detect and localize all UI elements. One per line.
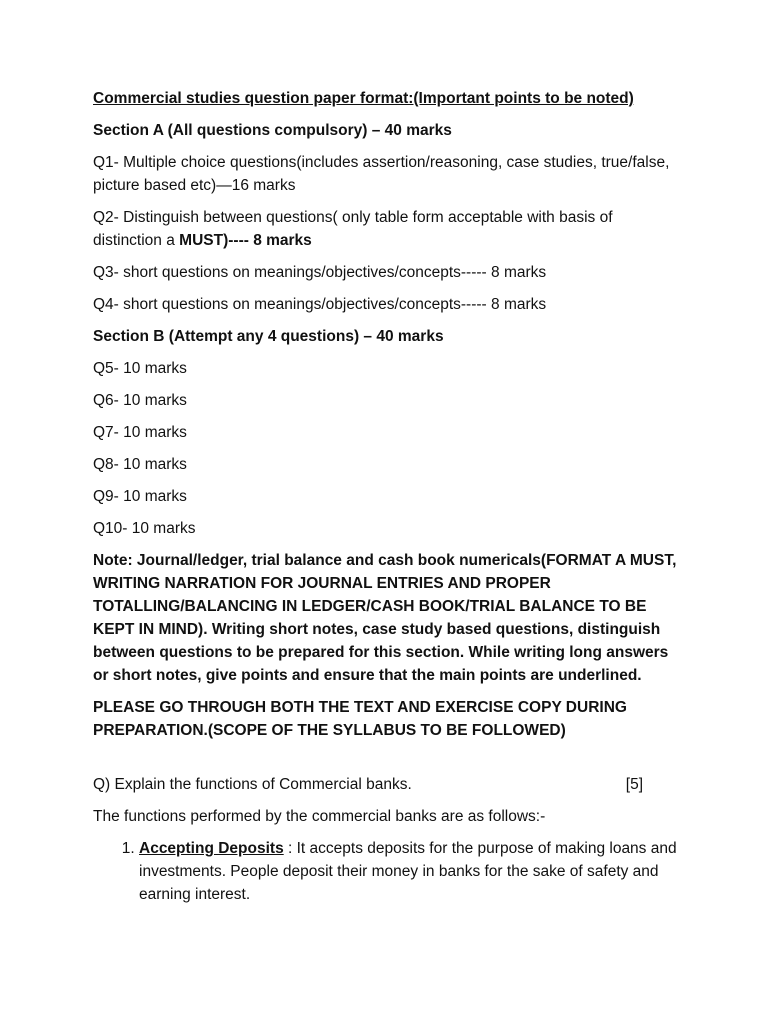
functions-list bbox=[93, 837, 683, 906]
question-2 bbox=[93, 206, 683, 252]
document-body bbox=[93, 87, 683, 906]
section-b-heading: Section B (Attempt any 4 questions) – 40 marks bbox=[93, 328, 444, 345]
sample-question-text: Q) Explain the functions of Commercial banks. bbox=[93, 776, 412, 793]
document-title: Commercial studies question paper format:(Important points to be noted) bbox=[93, 90, 634, 107]
blank-line bbox=[93, 751, 683, 773]
question-2-text: Q2- Distinguish between questions( only table form acceptable with basis of distinction a bbox=[93, 209, 613, 249]
question-4: Q4- short questions on meanings/objectives/concepts----- 8 marks bbox=[93, 296, 547, 313]
question-6: Q6- 10 marks bbox=[93, 392, 187, 409]
list-item-text: : It accepts deposits for the purpose of making loans and investments. People deposit their money in banks for the sake of safety and earning interest. bbox=[139, 840, 677, 903]
list-item-heading: Accepting Deposits bbox=[139, 840, 284, 857]
preparation-instruction: PLEASE GO THROUGH BOTH THE TEXT AND EXERCISE COPY DURING PREPARATION.(SCOPE OF THE SYLLABUS TO BE FOLLOWED) bbox=[93, 699, 627, 739]
sample-question bbox=[93, 773, 683, 796]
sample-question-marks: [5] bbox=[625, 776, 643, 793]
question-7: Q7- 10 marks bbox=[93, 424, 187, 441]
question-9: Q9- 10 marks bbox=[93, 488, 187, 505]
question-3: Q3- short questions on meanings/objectives/concepts----- 8 marks bbox=[93, 264, 547, 281]
question-8: Q8- 10 marks bbox=[93, 456, 187, 473]
section-a-heading: Section A (All questions compulsory) – 40 marks bbox=[93, 122, 452, 139]
question-10: Q10- 10 marks bbox=[93, 520, 196, 537]
question-1: Q1- Multiple choice questions(includes assertion/reasoning, case studies, true/false, picture based etc)—16 marks bbox=[93, 154, 670, 194]
answer-intro: The functions performed by the commercial banks are as follows:- bbox=[93, 808, 546, 825]
list-item bbox=[139, 837, 683, 906]
note-paragraph: Note: Journal/ledger, trial balance and cash book numericals(FORMAT A MUST, WRITING NARRATION FOR JOURNAL ENTRIES AND PROPER TOTALLING/BALANCING IN LEDGER/CASH BOOK/TRIAL BALANCE TO BE KEPT IN MIND). Writing short notes, case study based questions, distinguish between questions to be prepared for this section. While writing long answers or short notes, give points and ensure that the main points are underlined. bbox=[93, 552, 677, 684]
question-2-emphasis: MUST)---- 8 marks bbox=[179, 232, 312, 249]
question-5: Q5- 10 marks bbox=[93, 360, 187, 377]
